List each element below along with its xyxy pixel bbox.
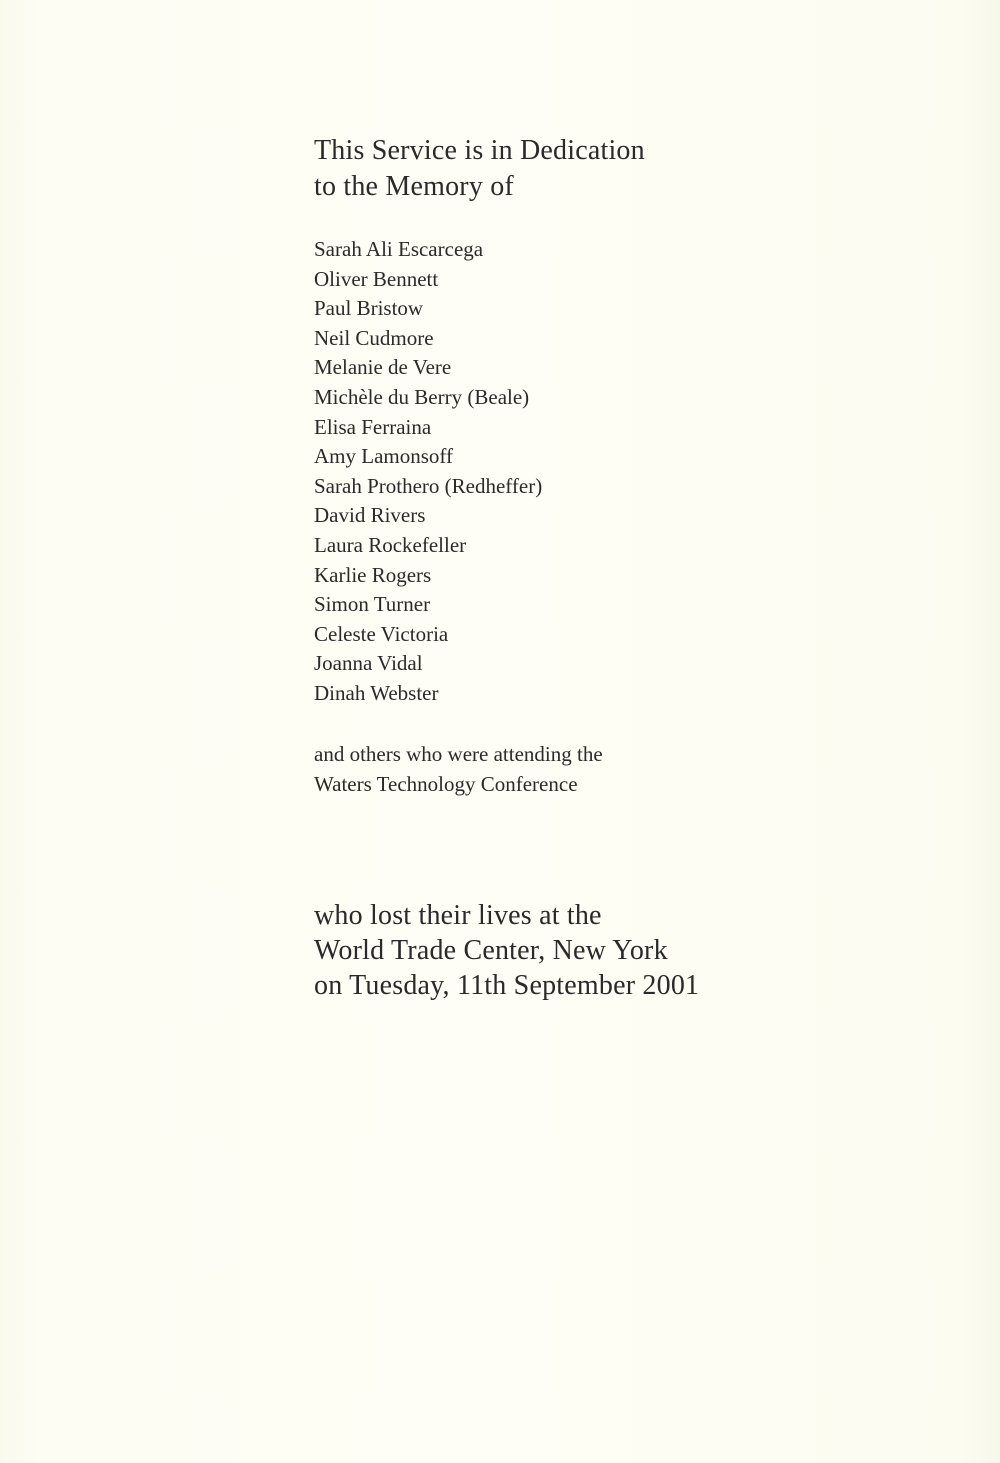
memorial-name: Sarah Ali Escarcega — [314, 237, 484, 261]
memorial-name: Laura Rockefeller — [314, 532, 467, 557]
memorial-name: Simon Turner — [314, 592, 431, 617]
memorial-name: Joanna Vidal — [314, 651, 423, 676]
others-statement — [314, 740, 603, 799]
memorial-name: David Rivers — [314, 503, 426, 528]
memorial-name: Elisa Ferraina — [314, 414, 432, 439]
heading-line-1: This Service is in Dedication — [314, 135, 645, 166]
memorial-names-list — [314, 235, 542, 709]
others-line-2: Waters Technology Conference — [314, 771, 578, 796]
heading-line-2: to the Memory of — [314, 171, 514, 202]
memorial-name: Sarah Prothero (Redheffer) — [314, 473, 543, 498]
memorial-name: Dinah Webster — [314, 680, 439, 705]
memorial-name: Oliver Bennett — [314, 266, 439, 291]
memorial-name: Celeste Victoria — [314, 621, 449, 646]
memorial-name: Amy Lamonsoff — [314, 444, 454, 469]
others-line-1: and others who were attending the — [314, 742, 603, 766]
closing-line-3: on Tuesday, 11th September 2001 — [314, 970, 700, 1001]
memorial-name: Paul Bristow — [314, 296, 424, 321]
dedication-heading — [314, 133, 645, 205]
closing-line-1: who lost their lives at the — [314, 900, 602, 931]
memorial-name: Michèle du Berry (Beale) — [314, 384, 530, 409]
closing-line-2: World Trade Center, New York — [314, 935, 668, 966]
memorial-name: Melanie de Vere — [314, 355, 452, 380]
closing-statement — [314, 898, 699, 1003]
memorial-name: Karlie Rogers — [314, 562, 432, 587]
memorial-name: Neil Cudmore — [314, 325, 434, 350]
